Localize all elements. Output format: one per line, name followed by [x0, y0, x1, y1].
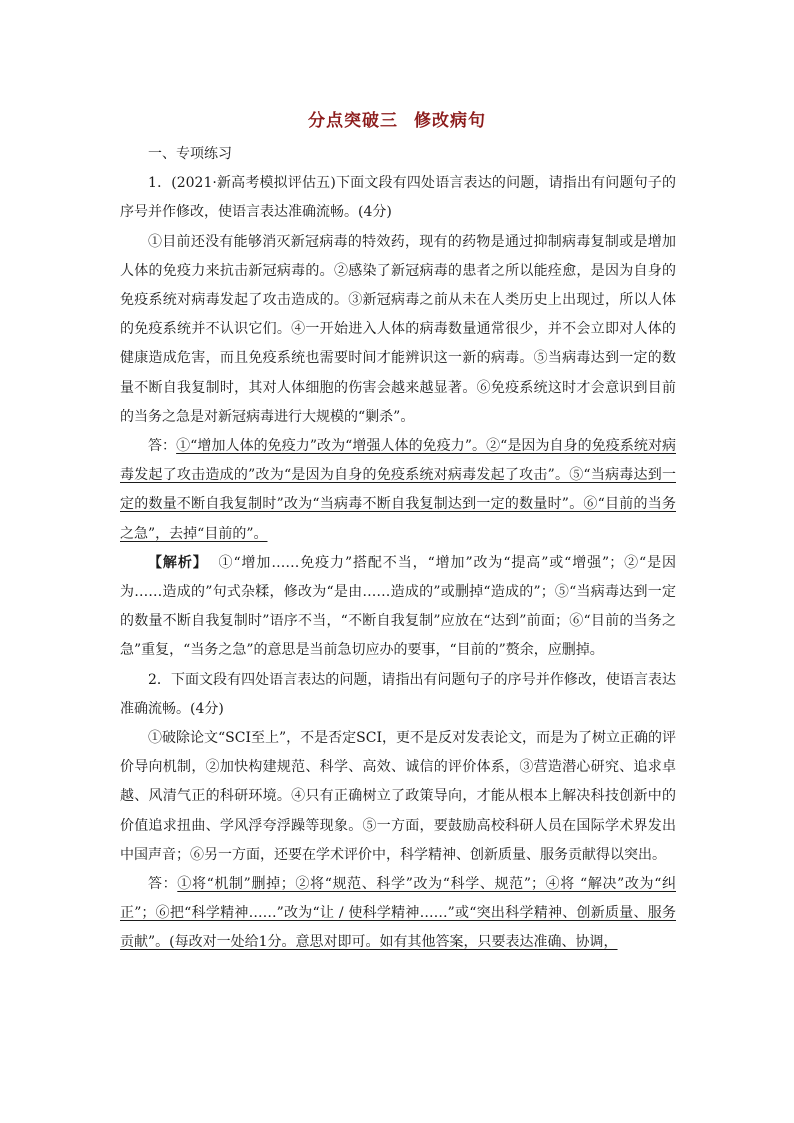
question-2-passage: ①破除论文“SCI至上”，不是否定SCI，更不是反对发表论文，而是为了树立正确的评价导向机制，②加快构建规范、科学、高效、诚信的评价体系，③营造潜心研究、追求卓越、风清气正的科研环境。④只有正确树立了政策导向，才能从根本上解决科技创新中的价值追求扭曲、学风浮夸浮躁等现象。⑤一方面，要鼓励高校科研人员在国际学术界发出中国声音；⑥另一方面，还要在学术评价中，科学精神、创新质量、服务贡献得以突出。 — [120, 730, 676, 863]
answer-label: 答： — [148, 438, 177, 455]
analysis-text: ①“增加……免疫力”搭配不当，“增加”改为“提高”或“增强”；②“是因为……造成的”句式杂糅，修改为“是由……造成的”或删掉“造成的”；⑤“当病毒达到一定的数量不断自我复制时”语序不当，“不断自我复制”应放在“达到”前面；⑥“目前的当务之急”重复，“当务之急”的意思是当前急切应办的要事，“目前的”赘余，应删掉。 — [120, 554, 677, 659]
question-1-answer — [120, 432, 676, 549]
analysis-label: 【解析】 — [148, 554, 208, 571]
section-heading: 一、专项练习 — [148, 146, 232, 162]
answer-text: ①“增加人体的免疫力”改为“增强人体的免疫力”。②“是因为自身的免疫系统对病毒发起了攻击造成的”改为“是因为自身的免疫系统对病毒发起了攻击”。⑤“当病毒达到一定的数量不断自我复制时”改为“当病毒不断自我复制达到一定的数量时”。⑥“目前的当务之急”，去掉“目前的”。 — [120, 438, 676, 542]
question-2-prompt: 2．下面文段有四处语言表达的问题，请指出有问题句子的序号并作修改，使语言表达准确流畅。(4分) — [120, 671, 676, 717]
answer-label: 答： — [148, 876, 178, 893]
question-1-passage: ①目前还没有能够消灭新冠病毒的特效药，现有的药物是通过抑制病毒复制或是增加人体的免疫力来抗击新冠病毒的。②感染了新冠病毒的患者之所以能痊愈，是因为自身的免疫系统对病毒发起了攻击造成的。③新冠病毒之前从未在人类历史上出现过，所以人体的免疫系统并不认识它们。④一开始进入人体的病毒数量通常很少，并不会立即对人体的健康造成危害，而且免疫系统也需要时间才能辨识这一新的病毒。⑤当病毒达到一定的数量不断自我复制时，其对人体细胞的伤害会越来越显著。⑥免疫系统这时才会意识到目前的当务之急是对新冠病毒进行大规模的“剿杀”。 — [120, 233, 676, 425]
title-sub: 修改病句 — [414, 111, 486, 131]
title-main: 分点突破三 — [308, 111, 398, 131]
document-body — [120, 140, 676, 958]
question-1-prompt: 1．(2021·新高考模拟评估五)下面文段有四处语言表达的问题，请指出有问题句子的序号并作修改，使语言表达准确流畅。(4分) — [120, 175, 676, 221]
question-2-answer — [120, 870, 676, 958]
question-1-analysis — [120, 549, 676, 666]
answer-text: ①将“机制”删掉；②将“规范、科学”改为“科学、规范”；④将 “解决”改为“纠正”；⑥把“科学精神……”改为“让 / 使科学精神……”或“突出科学精神、创新质量、服务贡献”。(每改对一处给1分。意思对即可。如有其他答案，只要表达准确、协调， — [120, 876, 676, 951]
page-title — [0, 106, 794, 131]
